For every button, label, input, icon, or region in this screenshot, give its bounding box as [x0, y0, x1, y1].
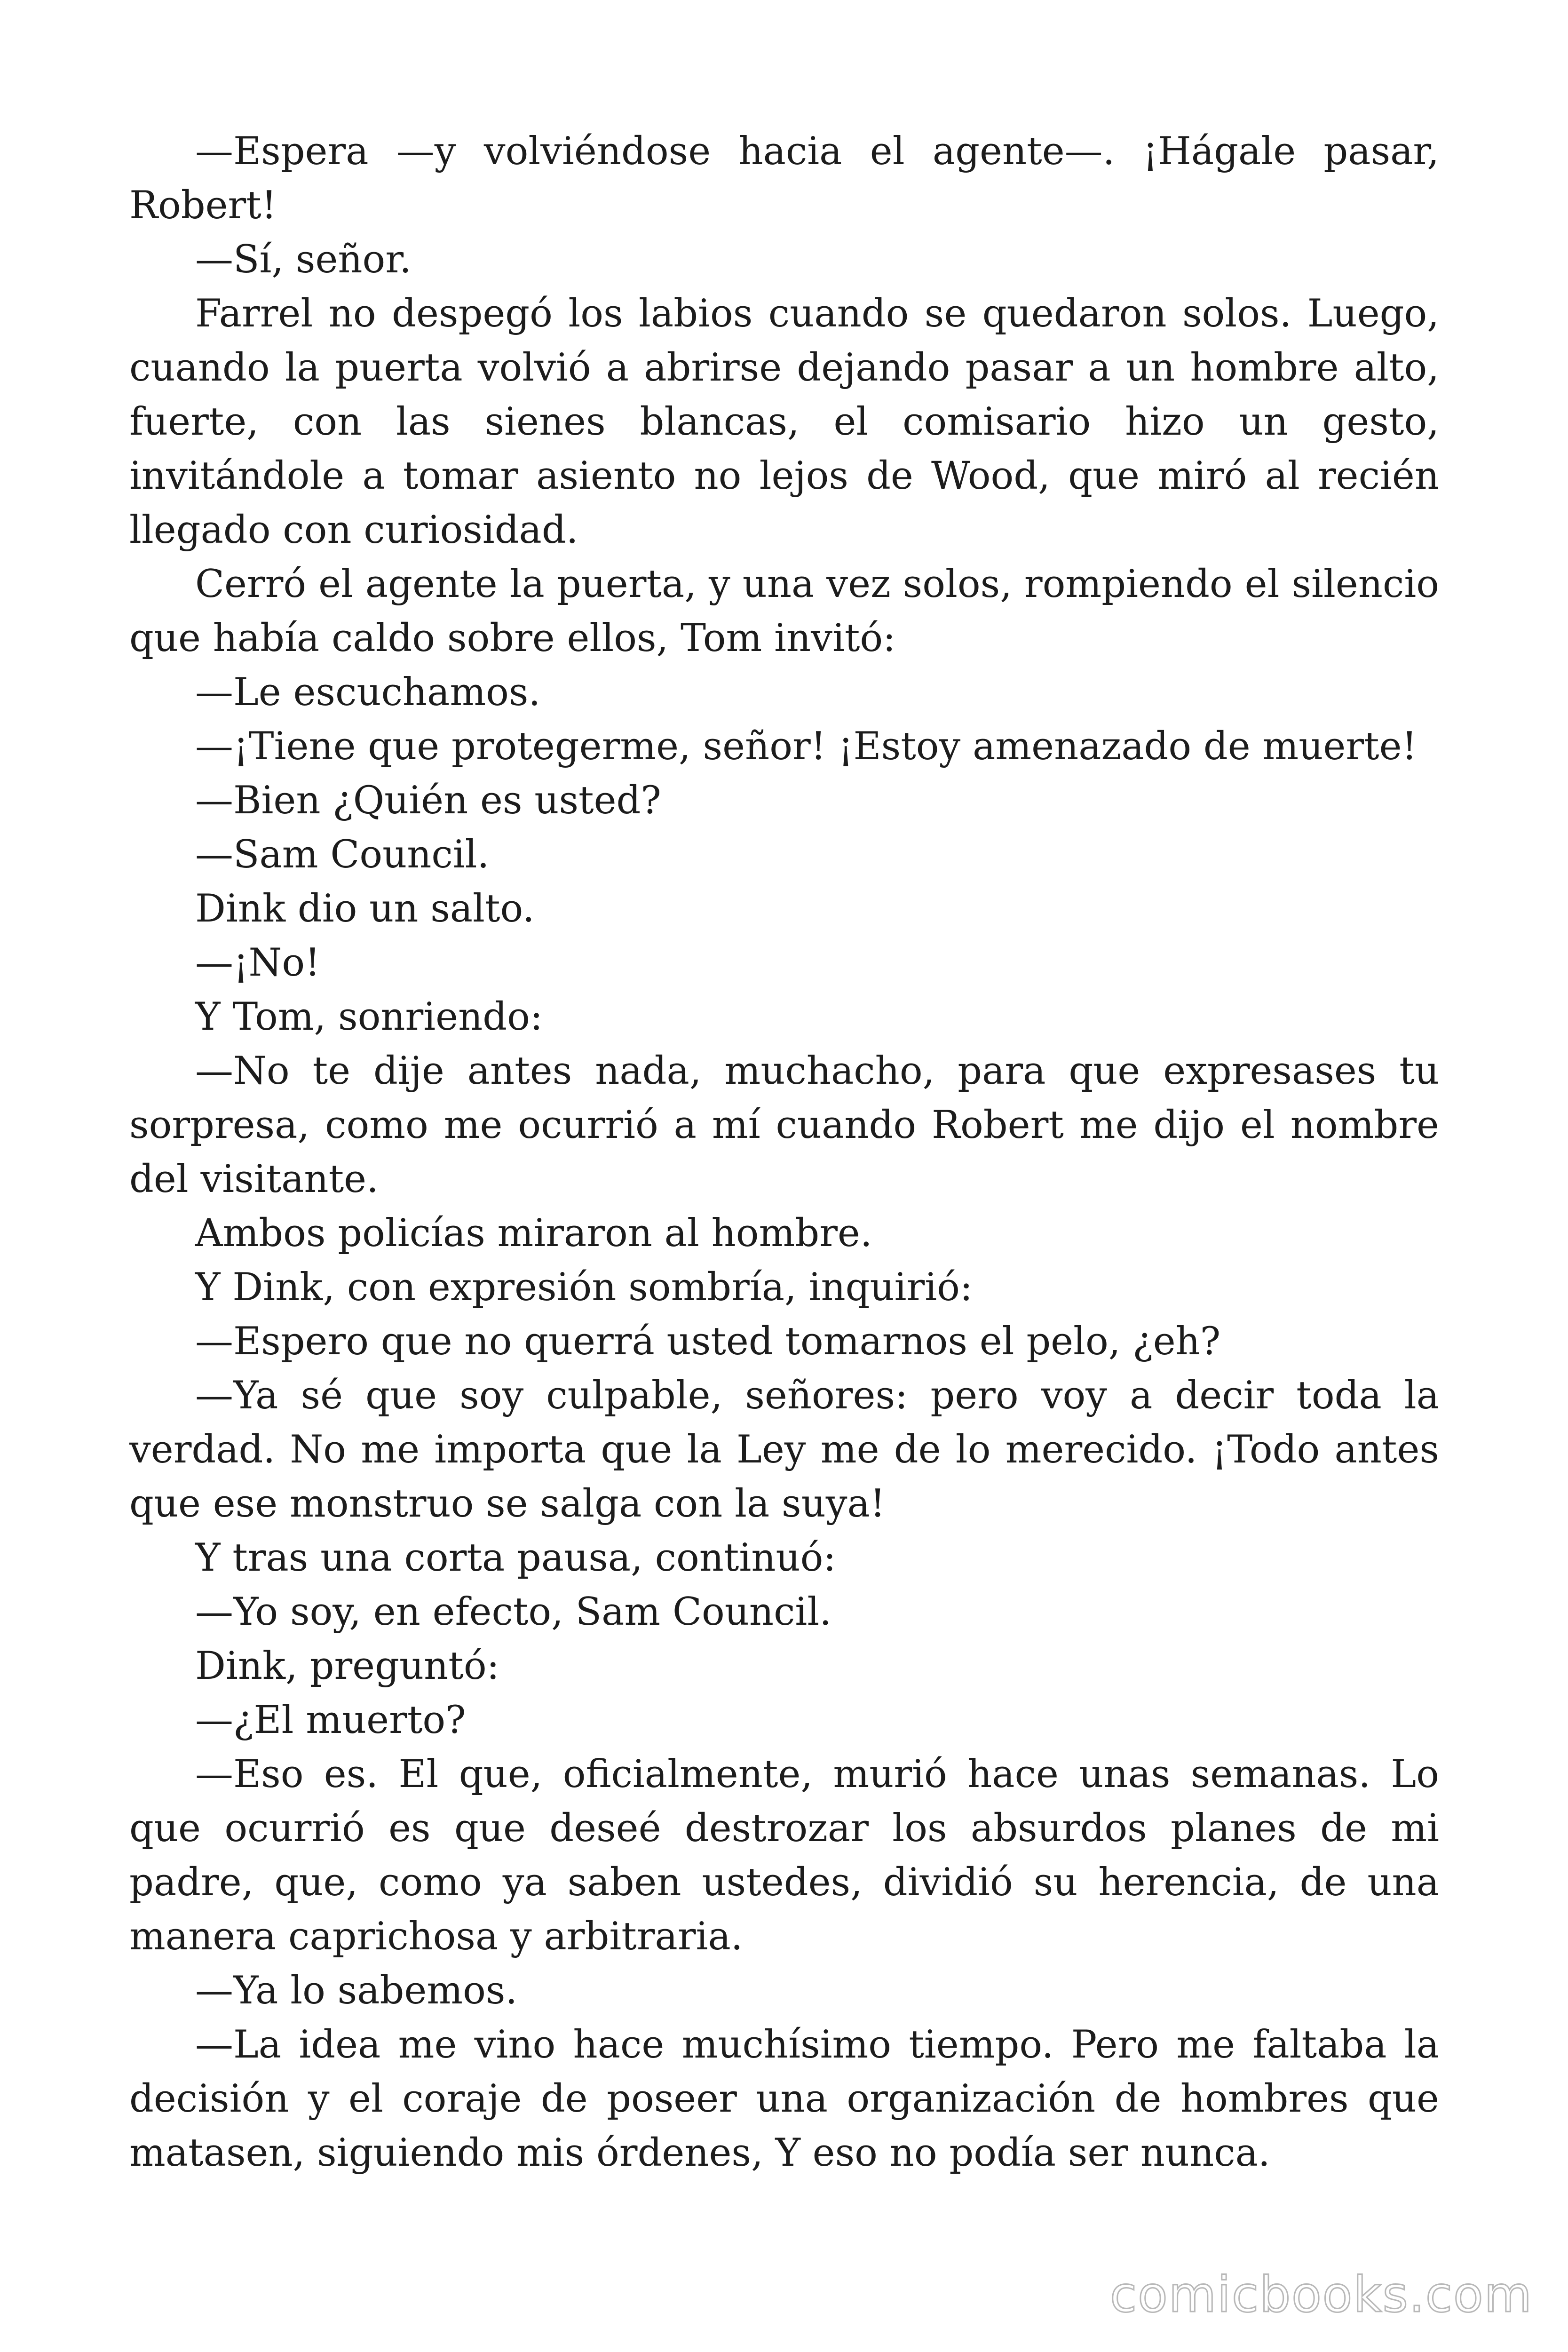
paragraph: —La idea me vino hace muchísimo tiempo. Pero me faltaba la decisión y el coraje de poseer una organización de hombres que matasen, siguiendo mis órdenes, Y eso no podía ser nunca.: [129, 2023, 1439, 2175]
paragraph: —Bien ¿Quién es usted?: [195, 779, 661, 823]
paragraph: Cerró el agente la puerta, y una vez solos, rompiendo el silencio que había caldo sobre ellos, Tom invitó:: [129, 562, 1439, 660]
paragraph: Y Dink, con expresión sombría, inquirió:: [195, 1265, 973, 1310]
paragraph: —Yo soy, en efecto, Sam Council.: [195, 1590, 832, 1634]
paragraph: —Le escuchamos.: [195, 670, 541, 715]
page-text: [129, 125, 1439, 2180]
paragraph: —Sí, señor.: [195, 238, 412, 282]
paragraph: Dink dio un salto.: [195, 887, 535, 931]
paragraph: —¡No!: [195, 941, 320, 985]
paragraph: —¿El muerto?: [195, 1698, 466, 1742]
paragraph: —Ya lo sabemos.: [195, 1969, 518, 2013]
paragraph: —Eso es. El que, oficialmente, murió hace unas semanas. Lo que ocurrió es que deseé destrozar los absurdos planes de mi padre, que, como ya saben ustedes, dividió su herencia, de una manera caprichosa y arbitraria.: [129, 1752, 1439, 1959]
paragraph: —No te dije antes nada, muchacho, para que expresases tu sorpresa, como me ocurrió a mí cuando Robert me dijo el nombre del visitante.: [129, 1049, 1439, 1201]
paragraph: Y Tom, sonriendo:: [195, 995, 543, 1039]
paragraph: —Sam Council.: [195, 833, 490, 877]
paragraph: —¡Tiene que protegerme, señor! ¡Estoy amenazado de muerte!: [195, 724, 1418, 769]
paragraph: Dink, preguntó:: [195, 1644, 499, 1688]
paragraph: —Espera —y volviéndose hacia el agente—. ¡Hágale pasar, Robert!: [129, 129, 1439, 228]
paragraph: —Ya sé que soy culpable, señores: pero voy a decir toda la verdad. No me importa que la Ley me de lo merecido. ¡Todo antes que ese monstruo se salga con la suya!: [129, 1374, 1439, 1526]
watermark: comicbooks.com: [1109, 2266, 1533, 2323]
paragraph: —Espero que no querrá usted tomarnos el pelo, ¿eh?: [195, 1319, 1221, 1364]
paragraph: Ambos policías miraron al hombre.: [195, 1211, 872, 1255]
paragraph: Farrel no despegó los labios cuando se quedaron solos. Luego, cuando la puerta volvió a abrirse dejando pasar a un hombre alto, fuerte, con las sienes blancas, el comisario hizo un gesto, invitándole a tomar asiento no lejos de Wood, que miró al recién llegado con curiosidad.: [129, 292, 1439, 552]
paragraph: Y tras una corta pausa, continuó:: [195, 1536, 836, 1580]
